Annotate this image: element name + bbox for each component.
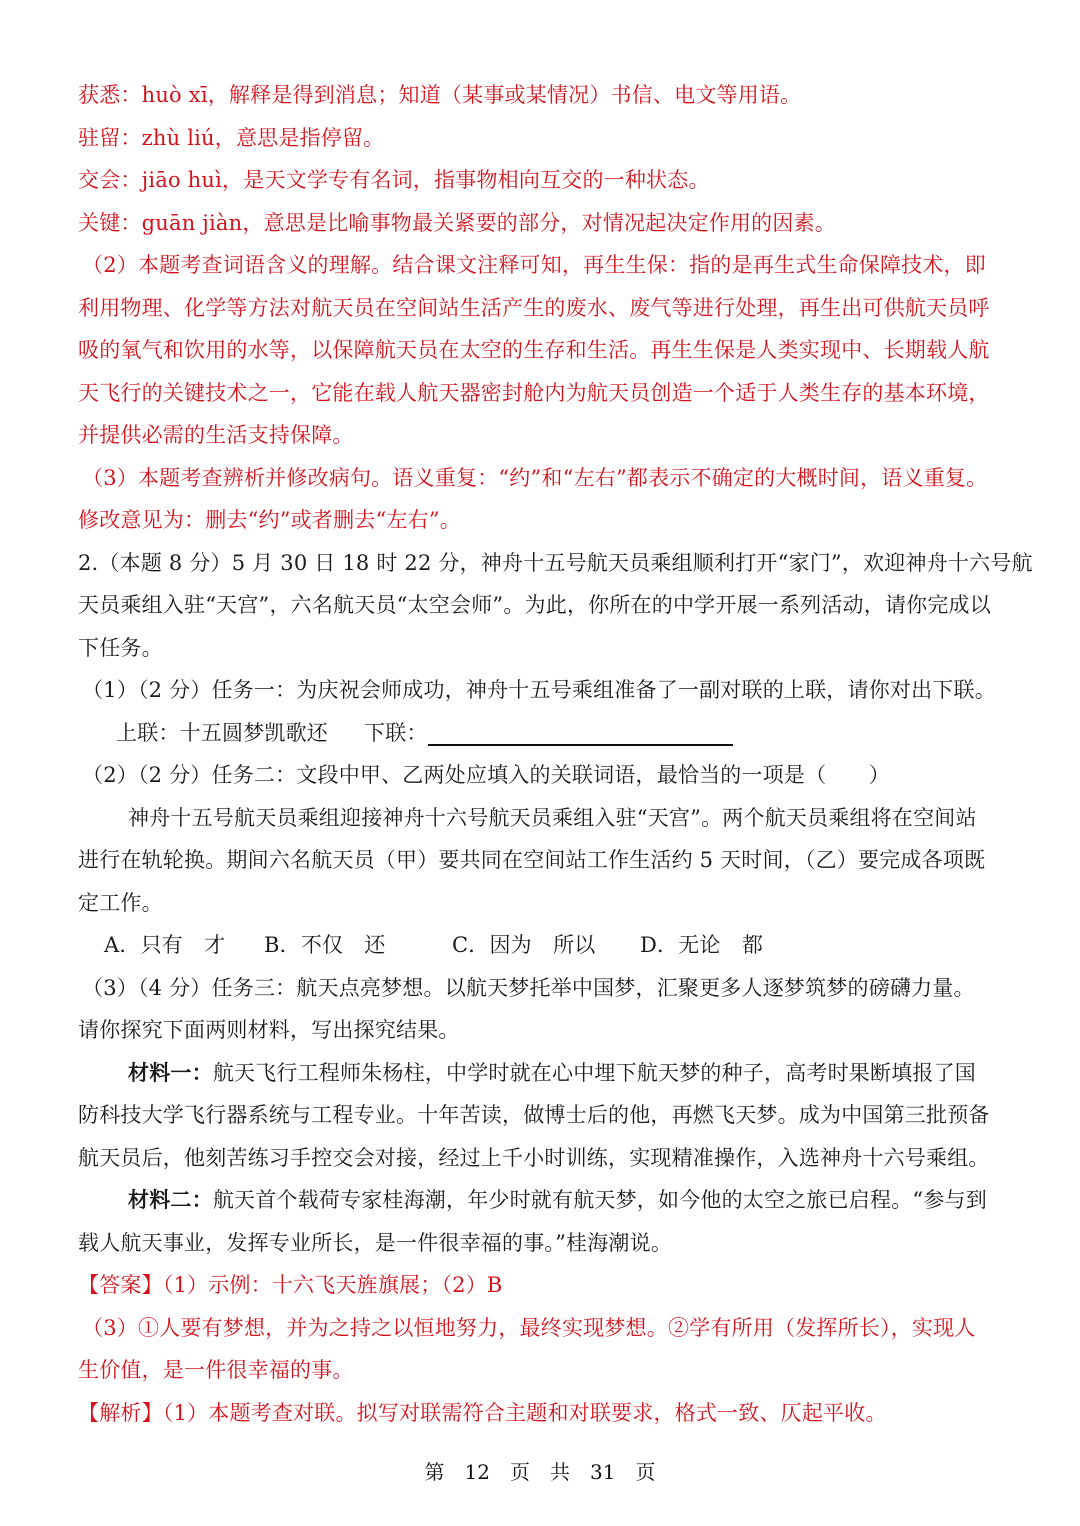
option-a: A．只有 才 <box>104 933 226 957</box>
analysis-2-line: 利用物理、化学等方法对航天员在空间站生活产生的废水、废气等进行处理，再生出可供航天员呼 <box>78 295 990 320</box>
material-1-label: 材料一： <box>128 1059 213 1085</box>
document-page <box>78 74 1033 1434</box>
analysis-3-line: 修改意见为：删去“约”或者删去“左右”。 <box>78 508 461 532</box>
answer-line: （3）①人要有梦想，并为之持之以恒地努力，最终实现梦想。②学有所用（发挥所长），实现人 <box>82 1315 976 1340</box>
vocab-line <box>78 159 1006 202</box>
material-2-text: 航天首个载荷专家桂海潮，年少时就有航天梦，如今他的太空之旅已启程。“参与到 <box>212 1188 987 1212</box>
material-1-line: 防科技大学飞行器系统与工程专业。十年苦读，做博士后的他，再燃飞天梦。成为中国第三批预备 <box>78 1103 990 1127</box>
vocab-word: 交会： <box>78 168 142 192</box>
option-d: D．无论 都 <box>640 933 764 957</box>
answer-line: 生价值，是一件很幸福的事。 <box>78 1358 354 1382</box>
couplet-upper: 上联：十五圆梦凯歌还 <box>116 720 328 745</box>
vocab-word: 关键： <box>78 210 142 235</box>
vocab-text: guān jiàn，意思是比喻事物最关紧要的部分，对情况起决定作用的因素。 <box>141 210 836 235</box>
options-line <box>78 924 1006 967</box>
material-1-text: 航天飞行工程师朱杨柱，中学时就在心中埋下航天梦的种子，高考时果断填报了国 <box>212 1060 977 1085</box>
option-c: C．因为 所以 <box>452 933 596 957</box>
material-2-label: 材料二： <box>128 1187 213 1212</box>
material-2-line <box>78 1179 1006 1222</box>
analysis-2-line: 天飞行的关键技术之一，它能在载人航天器密封舱内为航天员创造一个适于人类生存的基本环境， <box>78 380 990 405</box>
page-footer: 第 12 页 共 31 页 <box>424 1460 656 1484</box>
couplet-line <box>78 712 1006 755</box>
passage-line: 神舟十五号航天员乘组迎接神舟十六号航天员乘组入驻“天宫”。两个航天员乘组将在空间站 <box>128 805 977 830</box>
vocab-word: 驻留： <box>78 125 142 150</box>
material-1-line <box>78 1052 1006 1095</box>
material-1-line: 航天员后，他刻苦练习手控交会对接，经过上千小时训练，实现精准操作，入选神舟十六号乘组。 <box>78 1145 990 1170</box>
vocab-line <box>78 74 1006 117</box>
question-2-line: 天员乘组入驻“天宫”，六名航天员“太空会师”。为此，你所在的中学开展一系列活动，请你完成以 <box>78 593 991 617</box>
couplet-lower-label: 下联： <box>364 720 428 745</box>
vocab-text: jiāo huì，是天文学专有名词，指事物相向互交的一种状态。 <box>141 168 710 192</box>
vocab-line <box>78 202 1006 245</box>
explanation-line: 【解析】（1）本题考查对联。拟写对联需符合主题和对联要求，格式一致、仄起平收。 <box>78 1400 887 1425</box>
answer-blank <box>428 718 733 746</box>
answer-line: 【答案】（1）示例：十六飞天旌旗展；（2）B <box>78 1273 503 1297</box>
vocab-text: zhù liú，意思是指停留。 <box>141 125 385 150</box>
question-2-line: 2.（本题 8 分）5 月 30 日 18 时 22 分，神舟十五号航天员乘组顺利打开“家门”，欢迎神舟十六号航 <box>78 550 1033 575</box>
task-3-line: （3）（4 分）任务三：航天点亮梦想。以航天梦托举中国梦，汇聚更多人逐梦筑梦的磅礴力量。 <box>82 975 975 1000</box>
passage-line: 定工作。 <box>78 890 163 915</box>
task-1: （1）（2 分）任务一：为庆祝会师成功，神舟十五号乘组准备了一副对联的上联，请你对出下联。 <box>82 678 996 702</box>
vocab-word: 获悉： <box>78 83 142 107</box>
question-2-line: 下任务。 <box>78 635 163 660</box>
analysis-2-line: 吸的氧气和饮用的水等，以保障航天员在太空的生存和生活。再生生保是人类实现中、长期载人航 <box>78 338 990 362</box>
passage-line: 进行在轨轮换。期间六名航天员（甲）要共同在空间站工作生活约 5 天时间，（乙）要完成各项既 <box>78 848 986 872</box>
vocab-text: huò xī，解释是得到消息；知道（某事或某情况）书信、电文等用语。 <box>141 83 802 107</box>
analysis-2-line: 并提供必需的生活支持保障。 <box>78 423 354 447</box>
analysis-3-line: （3）本题考查辨析并修改病句。语义重复：“约”和“左右”都表示不确定的大概时间，语义重复。 <box>82 465 988 490</box>
option-b: B．不仅 还 <box>264 933 386 957</box>
task-3-line: 请你探究下面两则材料，写出探究结果。 <box>78 1018 460 1042</box>
material-2-line: 载人航天事业，发挥专业所长，是一件很幸福的事。”桂海潮说。 <box>78 1230 673 1255</box>
analysis-2-line: （2）本题考查词语含义的理解。结合课文注释可知，再生生保：指的是再生式生命保障技术，即 <box>82 253 986 277</box>
task-2: （2）（2 分）任务二：文段中甲、乙两处应填入的关联词语，最恰当的一项是（ ） <box>82 763 890 787</box>
vocab-line <box>78 117 1006 160</box>
